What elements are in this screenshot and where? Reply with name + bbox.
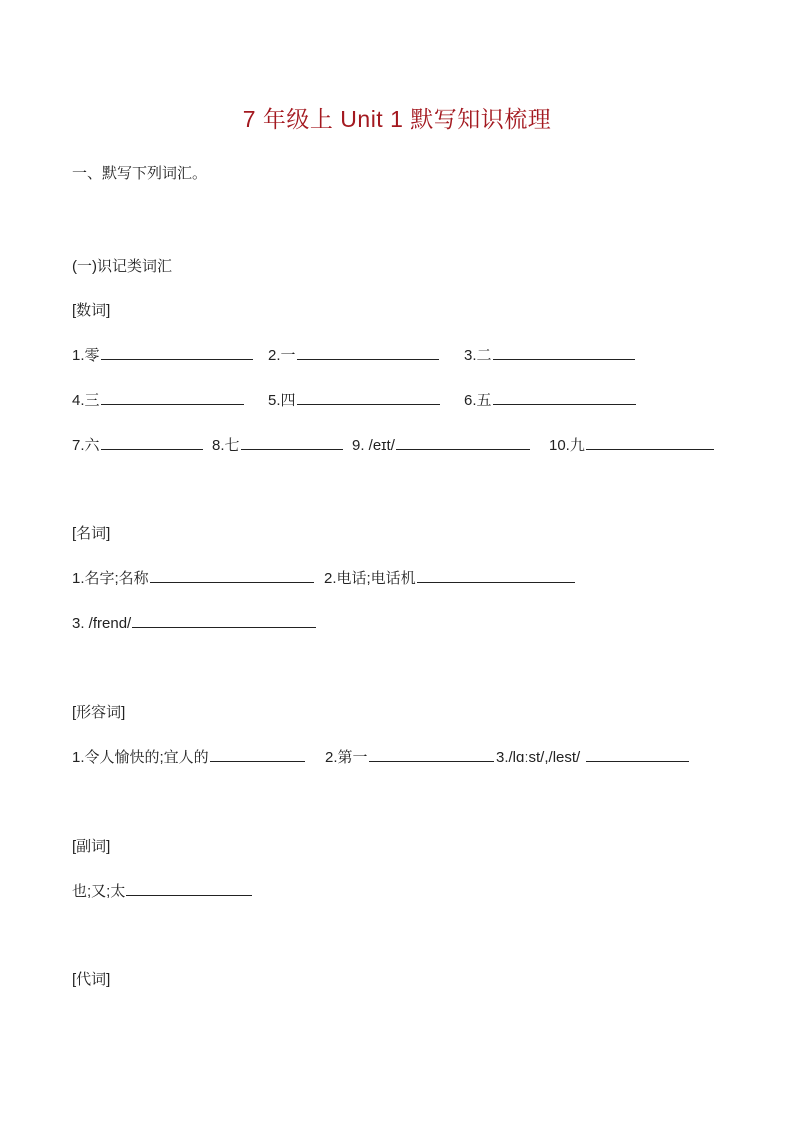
adverb-item: [72, 881, 252, 902]
answer-blank[interactable]: [101, 435, 203, 450]
numeral-item: [72, 390, 244, 411]
item-label: 2.电话;电话机: [324, 570, 416, 587]
noun-item: [72, 568, 314, 589]
adjective-item: [325, 747, 494, 768]
answer-blank[interactable]: [101, 390, 244, 405]
adverbs-heading: [副词]: [72, 838, 111, 855]
numeral-item: [464, 345, 635, 366]
answer-blank[interactable]: [586, 435, 714, 450]
answer-blank[interactable]: [101, 345, 253, 360]
answer-blank[interactable]: [297, 390, 440, 405]
pronouns-heading: [代词]: [72, 971, 111, 988]
noun-item: [72, 613, 316, 634]
numeral-item: [72, 435, 203, 456]
answer-blank[interactable]: [150, 568, 314, 583]
numeral-item: [72, 345, 253, 366]
adjective-item: [72, 747, 305, 768]
answer-blank[interactable]: [241, 435, 343, 450]
subsection-heading: (一)识记类词汇: [72, 258, 172, 275]
item-label: 3.二: [464, 347, 492, 364]
numeral-item: [464, 390, 636, 411]
answer-blank[interactable]: [396, 435, 530, 450]
item-label: 1.名字;名称: [72, 570, 149, 587]
numerals-heading: [数词]: [72, 302, 111, 319]
noun-item: [324, 568, 575, 589]
answer-blank[interactable]: [126, 881, 252, 896]
item-label: 10.九: [549, 437, 585, 454]
item-label: 5.四: [268, 392, 296, 409]
numeral-item: [212, 435, 343, 456]
item-label: 8.七: [212, 437, 240, 454]
item-label: 1.零: [72, 347, 100, 364]
item-label: 2.一: [268, 347, 296, 364]
page-title: 7 年级上 Unit 1 默写知识梳理: [242, 106, 552, 132]
numeral-item: [268, 345, 439, 366]
answer-blank[interactable]: [369, 747, 494, 762]
item-label: 4.三: [72, 392, 100, 409]
answer-blank[interactable]: [493, 345, 635, 360]
item-label: 也;又;太: [72, 883, 126, 900]
answer-blank[interactable]: [417, 568, 575, 583]
numeral-item: [268, 390, 440, 411]
item-label: 3./lɑːst/,/lest/: [496, 749, 581, 766]
item-label: 3. /frend/: [72, 615, 132, 632]
numeral-item: [549, 435, 714, 456]
answer-blank[interactable]: [493, 390, 636, 405]
adjective-item: [496, 747, 689, 768]
item-label: 9. /eɪt/: [352, 437, 395, 454]
adjectives-heading: [形容词]: [72, 704, 126, 721]
nouns-heading: [名词]: [72, 525, 111, 542]
answer-blank[interactable]: [132, 613, 316, 628]
answer-blank[interactable]: [210, 747, 305, 762]
answer-blank[interactable]: [586, 747, 689, 762]
item-label: 7.六: [72, 437, 100, 454]
item-label: 6.五: [464, 392, 492, 409]
item-label: 2.第一: [325, 749, 368, 766]
item-label: 1.令人愉快的;宜人的: [72, 749, 209, 766]
answer-blank[interactable]: [297, 345, 439, 360]
numeral-item: [352, 435, 530, 456]
section-heading: 一、默写下列词汇。: [72, 165, 208, 182]
